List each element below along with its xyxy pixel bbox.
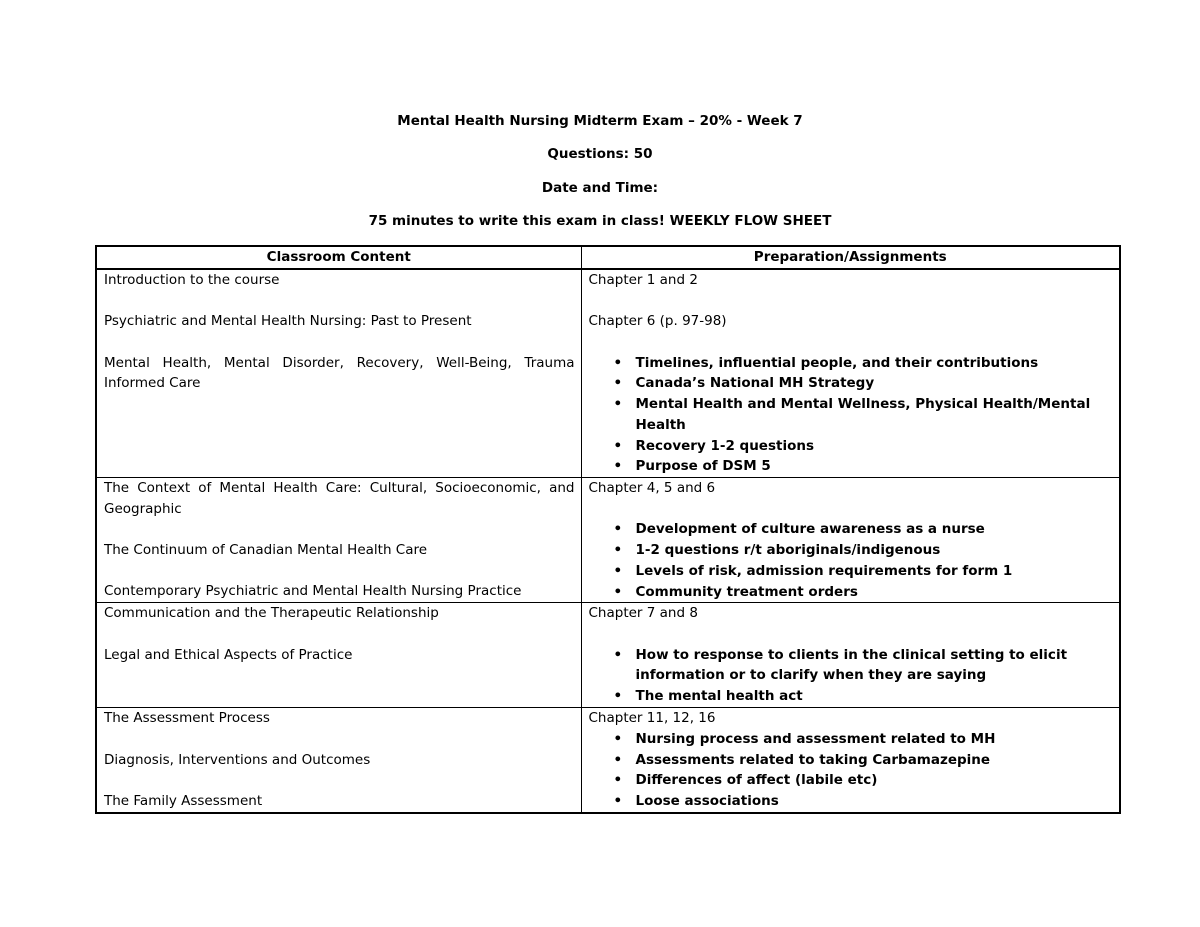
table-row bbox=[96, 478, 1120, 603]
list-item: • Timelines, influential people, and their contributions bbox=[589, 353, 1113, 374]
content-item: The Continuum of Canadian Mental Health Care bbox=[104, 542, 428, 559]
preparation-cell bbox=[581, 603, 1120, 708]
list-item: • Recovery 1-2 questions bbox=[589, 436, 1113, 457]
table-row bbox=[96, 269, 1120, 478]
list-item: • Community treatment orders bbox=[589, 582, 1113, 603]
preparation-cell bbox=[581, 478, 1120, 603]
content-item: Contemporary Psychiatric and Mental Health Nursing Practice bbox=[104, 583, 522, 600]
table-row bbox=[96, 603, 1120, 708]
chapter-reference: Chapter 4, 5 and 6 bbox=[588, 480, 716, 496]
topic-bullet-list bbox=[589, 645, 1113, 707]
classroom-content-cell bbox=[96, 478, 581, 603]
preparation-cell bbox=[581, 269, 1120, 478]
topic-bullet-list bbox=[589, 353, 1113, 477]
classroom-content-cell bbox=[96, 708, 581, 813]
content-item: Introduction to the course bbox=[104, 272, 280, 288]
table-row bbox=[96, 708, 1120, 813]
table-header-row bbox=[96, 246, 1120, 269]
list-item: • 1-2 questions r/t aboriginals/indigenous bbox=[589, 540, 1113, 561]
content-item: The Context of Mental Health Care: Cultural, Socioeconomic, and Geographic bbox=[104, 480, 575, 517]
questions-count: Questions: 50 bbox=[547, 146, 653, 162]
content-item: Mental Health, Mental Disorder, Recovery, Well-Being, Trauma Informed Care bbox=[104, 354, 575, 392]
list-item: • Nursing process and assessment related to MH bbox=[589, 729, 1113, 750]
column-header-classroom-content: Classroom Content bbox=[96, 246, 581, 269]
classroom-content-cell bbox=[96, 603, 581, 708]
list-item: • Loose associations bbox=[589, 791, 1113, 812]
list-item: • Mental Health and Mental Wellness, Physical Health/Mental Health bbox=[589, 394, 1113, 435]
list-item: • Differences of affect (labile etc) bbox=[589, 770, 1113, 791]
topic-bullet-list bbox=[589, 729, 1113, 812]
list-item: • Assessments related to taking Carbamazepine bbox=[589, 750, 1113, 771]
list-item: • The mental health act bbox=[589, 686, 1113, 707]
content-item: Diagnosis, Interventions and Outcomes bbox=[104, 751, 371, 768]
classroom-content-cell bbox=[96, 269, 581, 478]
exam-title: Mental Health Nursing Midterm Exam – 20% - Week 7 bbox=[397, 113, 803, 129]
content-item: The Assessment Process bbox=[104, 710, 270, 727]
chapter-reference: Chapter 6 (p. 97-98) bbox=[588, 313, 727, 330]
content-item: Communication and the Therapeutic Relationship bbox=[104, 605, 439, 622]
weekly-flow-sheet-table bbox=[95, 245, 1121, 814]
date-time-label: Date and Time: bbox=[541, 180, 659, 196]
chapter-reference: Chapter 11, 12, 16 bbox=[588, 710, 716, 727]
list-item: • Purpose of DSM 5 bbox=[589, 456, 1113, 477]
list-item: • Canada’s National MH Strategy bbox=[589, 373, 1113, 394]
content-item: Legal and Ethical Aspects of Practice bbox=[104, 646, 353, 663]
topic-bullet-list bbox=[589, 519, 1113, 602]
list-item: • Development of culture awareness as a nurse bbox=[589, 519, 1113, 540]
exam-duration: 75 minutes to write this exam in class! WEEKLY FLOW SHEET bbox=[368, 213, 832, 229]
list-item: • How to response to clients in the clinical setting to elicit information or to clarify when they are saying bbox=[589, 645, 1113, 686]
chapter-reference: Chapter 1 and 2 bbox=[588, 272, 698, 288]
preparation-cell bbox=[581, 708, 1120, 813]
content-item: The Family Assessment bbox=[104, 792, 263, 809]
list-item: • Levels of risk, admission requirements for form 1 bbox=[589, 561, 1113, 582]
content-item: Psychiatric and Mental Health Nursing: Past to Present bbox=[104, 313, 472, 330]
column-header-preparation-assignments: Preparation/Assignments bbox=[581, 246, 1120, 269]
chapter-reference: Chapter 7 and 8 bbox=[588, 605, 698, 622]
